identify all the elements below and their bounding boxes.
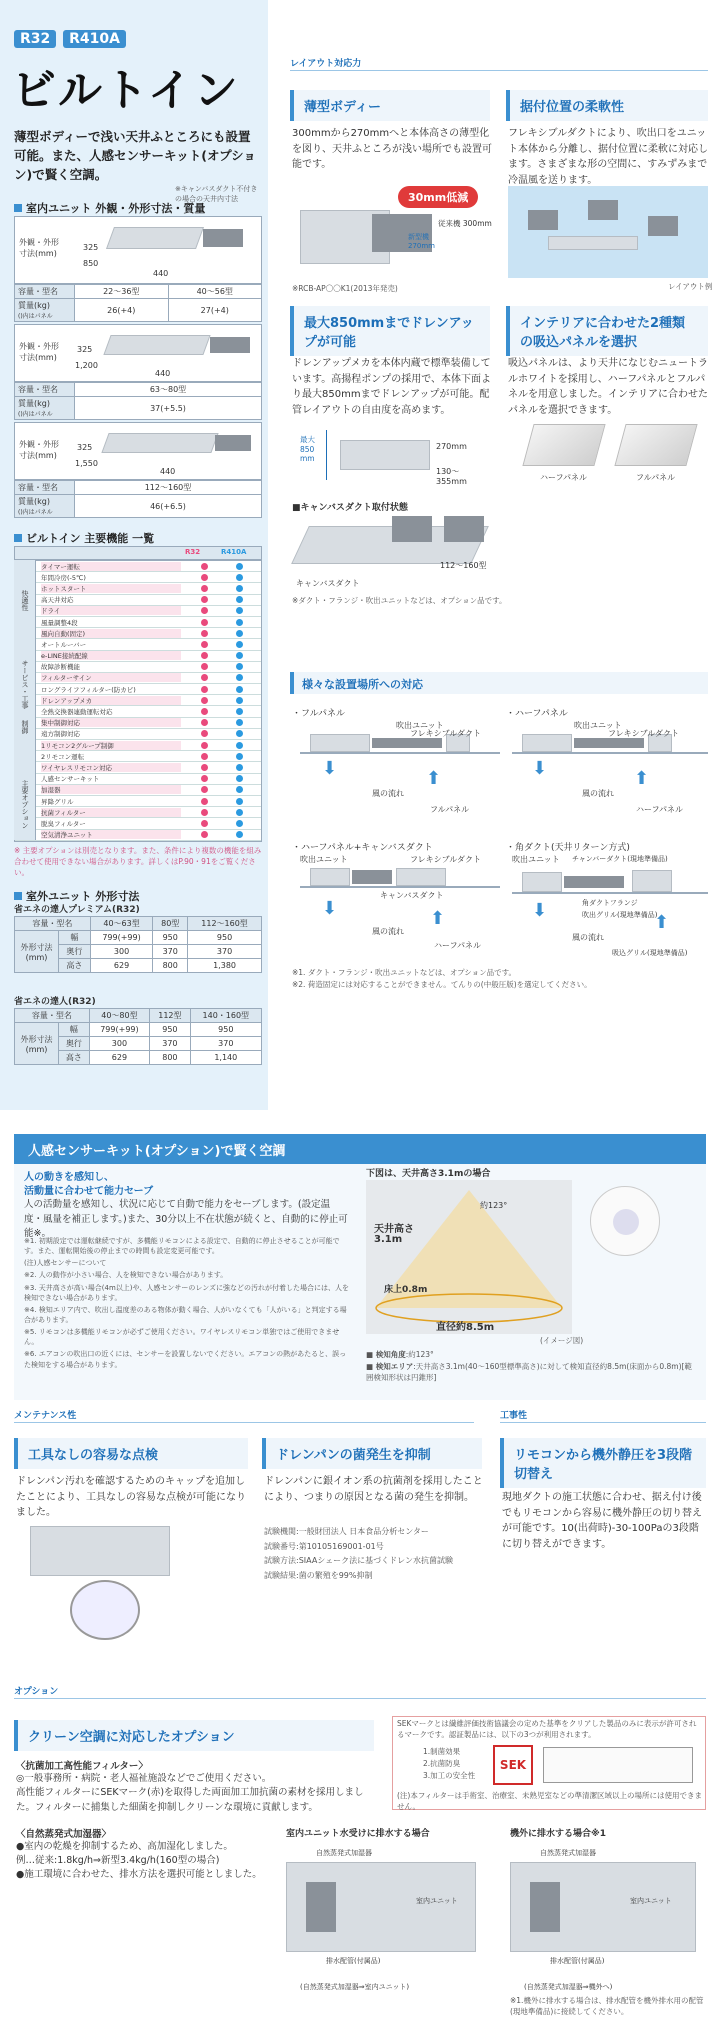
outdoor-premium-table: 容量・型名 40〜63型 80型 112〜160型 外形寸法(mm) 幅 799(+99) 950 950 奥行 300 370 370 高さ 629 800 1,380 <box>14 916 262 973</box>
feature-label: ワイヤレスリモコン対応 <box>41 763 181 772</box>
place-half-label: ・ハーフパネル <box>506 709 568 719</box>
maint-p2-specs <box>264 1526 484 1584</box>
r32-supported-dot <box>201 730 208 737</box>
feature-label: 2リモコン運転 <box>41 752 181 761</box>
r410a-supported-dot <box>236 574 243 581</box>
feature-row <box>15 583 261 594</box>
feature-label: 全熱交換器連動運転対応 <box>41 707 181 716</box>
specs-heading: 室内ユニット 外観・外形寸法・質量 <box>14 200 205 216</box>
features-heading: ビルトイン 主要機能 一覧 <box>14 530 154 546</box>
feature-label: オートルーバー <box>41 640 181 649</box>
layout-section-label: レイアウト対応力 <box>290 59 362 69</box>
r410a-supported-dot <box>236 719 243 726</box>
feature-row <box>15 595 261 606</box>
lead-text: 薄型ボディーで浅い天井ふところにも設置可能。また、人感センサーキット(オプション)で賢く空調。 <box>14 129 256 182</box>
sensor-sub-1: 人の動きを感知し、 <box>24 1172 114 1183</box>
sensor-device-image <box>590 1186 660 1256</box>
r32-supported-dot <box>201 630 208 637</box>
feature-row <box>15 718 261 729</box>
feature-label: 抗菌フィルター <box>41 808 181 817</box>
outdoor-heading: 室外ユニット 外形寸法 <box>14 888 139 904</box>
sensor-note: ※4. 検知エリア内で、吹出し温度差のある物体が動く場合、人がいなくても「人がいる」と判定する場合があります。 <box>24 1305 347 1324</box>
feature-row <box>15 785 261 796</box>
r32-supported-dot <box>201 753 208 760</box>
r410a-supported-dot <box>236 619 243 626</box>
drain-out-diagram: 自然蒸発式加湿器 室内ユニット 排水配管(付属品) <box>510 1842 706 1972</box>
feature-label: タイマー運転 <box>41 562 181 571</box>
feature-label: 空気清浄ユニット <box>41 830 181 839</box>
r410a-supported-dot <box>236 742 243 749</box>
feature-label: フィルターサイン <box>41 673 181 682</box>
place-canvas-label: ・ハーフパネル+キャンバスダクト <box>292 843 433 853</box>
sensor-notes <box>24 1236 349 1372</box>
outdoor-premium-title: 省エネの達人プレミアム(R32) <box>14 905 140 915</box>
feature-row <box>15 729 261 740</box>
r32-supported-dot <box>201 652 208 659</box>
antibacterial-spec-line: 試験結果:菌の繁殖を99%抑制 <box>264 1570 373 1580</box>
place-duct-label: ・角ダクト(天井リターン方式) <box>506 843 630 853</box>
feature-label: 高天井対応 <box>41 595 181 604</box>
sensor-note: ※6. エアコンの吹出口の近くには、センサーを設置しないでください。エアコンの熱があたると、誤った検知をする場合があります。 <box>24 1350 347 1369</box>
outlet-caption: レイアウト例 <box>668 282 713 291</box>
outlet-illustration <box>508 186 708 278</box>
feature-label: 集中制御対応 <box>41 718 181 727</box>
feature-label: 人感センサーキット <box>41 774 181 783</box>
specs-note: ※キャンバスダクト不付きの場合の天井内寸法 <box>175 185 258 204</box>
place-duct-diagram: 吹出ユニット チャンバーダクト(現地準備品) 角ダクトフランジ 吹出グリル(現地準備品) ⬇ 風の流れ ⬆ 吸込グリル(現地準備品) <box>512 852 708 962</box>
option-label: オプション <box>14 1687 59 1697</box>
feature-row <box>15 639 261 650</box>
feature-label: 風量調整4段 <box>41 618 181 627</box>
outlet-text: フレキシブルダクトにより、吹出口をユニット本体から分離し、据付位置に柔軟に対応します。さまざまな形の空間に、すみずみまで冷温風を送ります。 <box>508 128 708 186</box>
r410a-supported-dot <box>236 775 243 782</box>
r32-supported-dot <box>201 619 208 626</box>
airflow-up-arrow: ⬆ <box>426 768 442 789</box>
drain-title: 最大850mmまでドレンアップが可能 <box>290 306 490 356</box>
thin-badge: 30mm低減 <box>398 186 478 208</box>
maint-p2-text: ドレンパンに銀イオン系の抗菌剤を採用したことにより、つまりの原因となる菌の発生を抑制。 <box>264 1476 483 1503</box>
feature-label: ドレンアップメカ <box>41 696 181 705</box>
page-title: ビルトイン <box>12 65 240 116</box>
feature-label: 脱臭フィルター <box>41 819 181 828</box>
drain-out-note: ※1.機外に排水する場合は、排水配管を機外排水用の配管(現地準備品)に接続してください。 <box>510 1996 704 2016</box>
feature-row <box>15 561 261 572</box>
canvas-note: ※ダクト・フランジ・吹出ユニットなどは、オプション品です。 <box>292 596 507 605</box>
sensor-note: ※5. リモコンは多機能リモコンが必ずご使用ください。ワイヤレスリモコン単独ではご使用できません。 <box>24 1328 340 1347</box>
feature-label: ホットスタート <box>41 584 181 593</box>
r32-supported-dot <box>201 596 208 603</box>
unit-illustration <box>106 227 204 249</box>
antibacterial-spec-line: 試験機関:一般財団法人 日本食品分析センター <box>264 1527 429 1536</box>
r410a-supported-dot <box>236 764 243 771</box>
sensor-sub-2: 活動量に合わせて能力セーブ <box>24 1186 154 1197</box>
r32-supported-dot <box>201 831 208 838</box>
humid-text-1: ●室内の乾燥を抑制するため、高加湿化しました。 <box>16 1841 233 1852</box>
spec-block-2: 外観・外形寸法(mm) 325 1,200 440 <box>14 324 262 382</box>
drain-diagram: 最大 850 mm 270mm 130〜355mm <box>300 430 480 490</box>
places-title-bar: 様々な設置場所への対応 <box>290 672 708 694</box>
r32-supported-dot <box>201 786 208 793</box>
feature-row <box>15 818 261 829</box>
panel-text: 吸込パネルは、より天井になじむニュートラルホワイトを採用し、ハーフパネルとフルパネルを用意しました。インテリアに合わせたパネルを選択できます。 <box>508 358 708 416</box>
humid-head: 〈自然蒸発式加湿器〉 <box>16 1829 112 1840</box>
feature-label: ドライ <box>41 606 181 615</box>
r32-supported-dot <box>201 585 208 592</box>
r410a-supported-dot <box>236 674 243 681</box>
feature-row <box>15 796 261 807</box>
sensor-banner: 人感センサーキット(オプション)で賢く空調 <box>14 1134 706 1165</box>
r32-supported-dot <box>201 663 208 670</box>
feature-row <box>15 617 261 628</box>
feature-row <box>15 706 261 717</box>
option-title: クリーン空調に対応したオプション <box>14 1720 374 1751</box>
r32-supported-dot <box>201 809 208 816</box>
r410a-supported-dot <box>236 630 243 637</box>
canvas-duct-1 <box>392 516 432 542</box>
full-panel-image <box>614 424 697 466</box>
maint-p3-text: 現地ダクトの施工状態に合わせ、据え付け後でもリモコンから容易に機外静圧の切り替えが可能です。10(出荷時)-30-100Paの3段階に切り替えができます。 <box>502 1492 702 1550</box>
thin-ref-note: ※RCB-AP〇〇K1(2013年発売) <box>292 284 398 293</box>
panel-title: インテリアに合わせた2種類の吸込パネルを選択 <box>506 306 708 356</box>
maint-label: メンテナンス性 <box>14 1411 77 1421</box>
maint-p1-title: 工具なしの容易な点検 <box>14 1438 248 1469</box>
feature-row <box>15 774 261 785</box>
antibacterial-spec-line: 試験番号:第10105169001-01号 <box>264 1541 384 1551</box>
antibacterial-spec-line: 試験方法:SIAAシェーク法に基づくドレン水抗菌試験 <box>264 1556 453 1566</box>
drain-in-title: 室内ユニット水受けに排水する場合 <box>286 1829 430 1839</box>
maint-cap-zoom <box>70 1580 140 1640</box>
feature-row <box>15 651 261 662</box>
work-label: 工事性 <box>500 1411 528 1421</box>
maint-p1-text: ドレンパン汚れを確認するためのキャップを追加したことにより、工具なしの容易な点検が可能になりました。 <box>16 1476 246 1518</box>
feature-row <box>15 662 261 673</box>
feature-label: 昇降グリル <box>41 797 181 806</box>
r410a-supported-dot <box>236 798 243 805</box>
sensor-image-caption: (イメージ図) <box>540 1336 584 1345</box>
drain-out-title: 機外に排水する場合※1 <box>510 1829 607 1839</box>
feature-row <box>15 751 261 762</box>
feature-row <box>15 684 261 695</box>
sensor-note: ※2. 人の動作が小さい場合、人を検知できない場合があります。 <box>24 1271 228 1280</box>
features-header-row: R32 R410A <box>14 546 262 560</box>
r410a-supported-dot <box>236 831 243 838</box>
r32-supported-dot <box>201 674 208 681</box>
features-table <box>14 560 262 842</box>
outdoor-standard-table: 容量・型名 40〜80型 112型 140・160型 外形寸法(mm) 幅 799(+99) 950 950 奥行 300 370 370 高さ 629 800 1,140 <box>14 1008 262 1065</box>
r410a-supported-dot <box>236 663 243 670</box>
place-half-diagram: 吹出ユニット フレキシブルダクト ⬇ 風の流れ ⬆ ハーフパネル <box>512 718 708 818</box>
thin-body-text: 300mmから270mmへと本体高さの薄型化を図り、天井ふところが浅い場所でも設置可能です。 <box>292 128 492 170</box>
r410a-supported-dot <box>236 563 243 570</box>
r32-supported-dot <box>201 574 208 581</box>
sensor-diagram-title: 下図は、天井高さ3.1mの場合 <box>366 1169 491 1179</box>
r410a-supported-dot <box>236 652 243 659</box>
feature-row <box>15 673 261 684</box>
place-full-label: ・フルパネル <box>292 709 346 719</box>
outlet-title: 据付位置の柔軟性 <box>506 90 708 121</box>
sek-box: SEKマークとは繊維評価技術協議会の定めた基準をクリアした製品のみに表示が許可されるマークです。認証製品には、以下の3つが利用されます。 1.制菌効果 2.抗菌防臭 3.加工の安全性 SEK (注)本フィルターは手術室、治療室、未熟児室などの準清潔区域以上の場所には使用できません。 <box>392 1716 706 1810</box>
r410a-supported-dot <box>236 809 243 816</box>
r410a-supported-dot <box>236 607 243 614</box>
maint-p3-title: リモコンから機外静圧を3段階切替え <box>500 1438 706 1488</box>
r32-supported-dot <box>201 820 208 827</box>
filter-text-2: 高性能フィルターにSEKマーク(赤)を取得した両面加工加抗菌の素材を採用しました。フィルターに捕集した細菌を抑制しクリーンな環境に貢献します。 <box>16 1787 364 1813</box>
r410a-supported-dot <box>236 686 243 693</box>
sensor-text: 人の活動量を感知し、状況に応じて自動で能力をセーブします。(設定温度・風量を補正します。)また、30分以上不在状態が続くと、自動的に停止可能※。 <box>24 1199 348 1240</box>
sensor-spec-1: ■ 検知角度:約123° <box>366 1350 434 1359</box>
r410a-supported-dot <box>236 596 243 603</box>
features-note: ※ 主要オプションは別売となります。また、条件により複数の機能を組み合わせて使用できない場合があります。詳しくはP.90・91をご覧ください。 <box>14 846 262 877</box>
spec-block-3: 外観・外形寸法(mm) 325 1,550 440 <box>14 422 262 480</box>
r32-supported-dot <box>201 641 208 648</box>
feature-row <box>15 807 261 818</box>
feature-row <box>15 740 261 751</box>
feature-label: 年間冷房(-5℃) <box>41 573 181 582</box>
sensor-spec-2: ■ 検知エリア:天井高さ3.1m(40〜160型標準高さ)に対して検知直径約8.5m(床面から0.8m)[範囲検知形状は円錐形] <box>366 1362 692 1382</box>
places-note-1: ※1. ダクト・フランジ・吹出ユニットなどは、オプション品です。 <box>292 968 517 977</box>
r32-supported-dot <box>201 719 208 726</box>
sensor-note: ※1. 初期設定では運転継続ですが、多機能リモコンによる設定で、自動的に停止させることが可能です。また、運転開始後の停止までの時間も設定変更可能です。 <box>24 1237 340 1256</box>
sek-mark: SEK <box>493 1745 533 1785</box>
r410a-supported-dot <box>236 697 243 704</box>
feature-row <box>15 830 261 841</box>
drain-text: ドレンアップメカを本体内蔵で標準装備しています。高揚程ポンプの採用で、本体下面より最大850mmまでドレンアップが可能。配管レイアウトの自由度を高めます。 <box>292 358 491 416</box>
humid-text-2: 例…従来:1.8kg/h⇒新型3.4kg/h(160型の場合) <box>16 1855 220 1866</box>
r410a-supported-dot <box>236 820 243 827</box>
place-full-diagram: 吹出ユニット フレキシブルダクト ⬇ 風の流れ ⬆ フルパネル <box>300 718 500 818</box>
spec-table-2: 容量・型名 63〜80型 質量(kg) ()内はパネル 37(+5.5) <box>14 382 262 420</box>
features-category-column: 快適性 サービス・工事 制御 主要オプション <box>14 560 36 840</box>
outdoor-standard-title: 省エネの達人(R32) <box>14 997 96 1007</box>
r32-supported-dot <box>201 798 208 805</box>
r32-supported-dot <box>201 775 208 782</box>
feature-row <box>15 695 261 706</box>
r410a-supported-dot <box>236 786 243 793</box>
duct-illustration <box>203 229 243 247</box>
r410a-supported-dot <box>236 730 243 737</box>
spec-table-1: 容量・型名 22〜36型 40〜56型 質量(kg) ()内はパネル 26(+4) 27(+4) <box>14 284 262 322</box>
feature-row <box>15 762 261 773</box>
feature-label: 加湿器 <box>41 785 181 794</box>
feature-label: 遠方制御対応 <box>41 729 181 738</box>
r410a-supported-dot <box>236 753 243 760</box>
sensor-note: (注)人感センサーについて <box>24 1259 107 1268</box>
sensor-note: ※3. 天井高さが高い場合(4m以上)や、人感センサーのレンズに強などの汚れが付着した場合には、人を検知できない場合があります。 <box>24 1283 349 1302</box>
feature-label: 風向自動(固定) <box>41 629 181 638</box>
spec-block-1: 外観・外形寸法(mm) 325 850 440 <box>14 216 262 284</box>
sensor-cone-svg <box>366 1180 572 1334</box>
drain-in-diagram: 自然蒸発式加湿器 室内ユニット 排水配管(付属品) <box>286 1842 486 1972</box>
r410a-supported-dot <box>236 708 243 715</box>
r410a-supported-dot <box>236 641 243 648</box>
feature-label: e-LINE接続配線 <box>41 651 181 660</box>
r32-supported-dot <box>201 563 208 570</box>
r32-supported-dot <box>201 607 208 614</box>
feature-label: 1リモコン2グループ制御 <box>41 741 181 750</box>
r410a-badge: R410A <box>63 30 126 48</box>
filter-head: 〈抗菌加工高性能フィルター〉 <box>16 1761 148 1772</box>
thin-body-title: 薄型ボディー <box>290 90 490 121</box>
r32-badge: R32 <box>14 30 56 48</box>
filter-text-1: ◎一般事務所・病院・老人福祉施設などでご使用ください。 <box>16 1773 272 1784</box>
half-panel-image <box>522 424 605 466</box>
r32-supported-dot <box>201 764 208 771</box>
maint-p2-title: ドレンパンの菌発生を抑制 <box>262 1438 482 1469</box>
canvas-duct-2 <box>444 516 484 542</box>
humid-text-3: ●施工環境に合わせた、排水方法を選択可能としました。 <box>16 1869 262 1880</box>
refrigerant-badges <box>14 30 130 48</box>
airflow-down-arrow: ⬇ <box>322 758 338 779</box>
feature-label: 故障診断機能 <box>41 662 181 671</box>
places-note-2: ※2. 荷造固定には対応することができません。てんりの(中般圧版)を選定してください。 <box>292 980 592 989</box>
sensor-diagram: 天井高さ 3.1m 床上0.8m 直径約8.5m 約123° <box>366 1180 572 1334</box>
r32-supported-dot <box>201 697 208 704</box>
feature-row <box>15 606 261 617</box>
spec-table-3: 容量・型名 112〜160型 質量(kg) ()内はパネル 46(+6.5) <box>14 480 262 518</box>
feature-label: ロングライフフィルター(防カビ) <box>41 685 181 694</box>
feature-row <box>15 628 261 639</box>
maint-unit-illustration <box>30 1526 170 1576</box>
feature-row <box>15 572 261 583</box>
canvas-title: ■キャンバスダクト取付状態 <box>292 503 408 513</box>
r410a-supported-dot <box>236 585 243 592</box>
r32-supported-dot <box>201 686 208 693</box>
sek-certificate <box>543 1747 693 1783</box>
r32-supported-dot <box>201 742 208 749</box>
place-canvas-diagram: 吹出ユニット フレキシブルダクト キャンバスダクト ⬇ 風の流れ ⬆ ハーフパネル <box>300 852 500 952</box>
r32-supported-dot <box>201 708 208 715</box>
